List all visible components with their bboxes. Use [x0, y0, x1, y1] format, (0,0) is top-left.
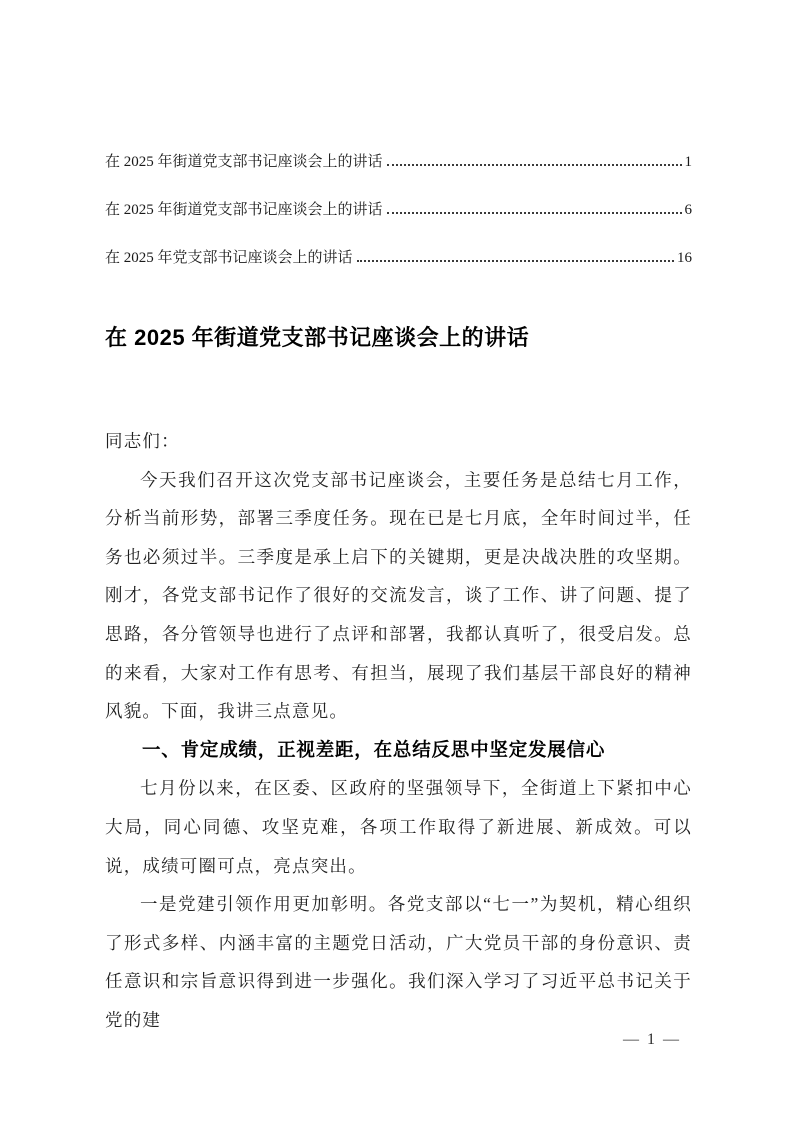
paragraph: 七月份以来，在区委、区政府的坚强领导下，全街道上下紧扣中心大局，同心同德、攻坚克难，各项工作取得了新进展、新成效。可以说，成绩可圈可点，亮点突出。 [105, 778, 692, 876]
page-number-footer: — 1 — [623, 1031, 681, 1048]
toc-entry-1[interactable] [105, 152, 692, 172]
salutation: 同志们： [105, 431, 180, 451]
toc-entry-2[interactable] [105, 200, 692, 220]
toc-dot-leader [387, 164, 682, 166]
toc-dot-leader [357, 260, 674, 262]
table-of-contents [105, 0, 692, 268]
paragraph: 今天我们召开这次党支部书记座谈会，主要任务是总结七月工作，分析当前形势，部署三季度任务。现在已是七月底，全年时间过半，任务也必须过半。三季度是承上启下的关键期，更是决战决胜的攻坚期。刚才，各党支部书记作了很好的交流发言，谈了工作、讲了问题、提了思路，各分管领导也进行了点评和部署，我都认真听了，很受启发。总的来看，大家对工作有思考、有担当，展现了我们基层干部良好的精神风貌。下面，我讲三点意见。 [105, 469, 692, 722]
toc-entry-title: 在 2025 年党支部书记座谈会上的讲话 [105, 250, 353, 266]
document-title: 在 2025 年街道党支部书记座谈会上的讲话 [105, 325, 530, 350]
toc-entry-3[interactable] [105, 248, 692, 268]
toc-entry-page-number: 1 [684, 154, 692, 170]
toc-entry-page-number: 6 [684, 202, 692, 218]
section-heading-1: 一、肯定成绩，正视差距，在总结反思中坚定发展信心 [142, 738, 606, 760]
paragraph: 一是党建引领作用更加彰明。各党支部以“七一”为契机，精心组织了形式多样、内涵丰富的主题党日活动，广大党员干部的身份意识、责任意识和宗旨意识得到进一步强化。我们深入学习了习近平总书记关于党的建 [105, 894, 692, 1030]
toc-entry-title: 在 2025 年街道党支部书记座谈会上的讲话 [105, 154, 383, 170]
toc-entry-title: 在 2025 年街道党支部书记座谈会上的讲话 [105, 202, 383, 218]
document-body [105, 422, 692, 1040]
toc-dot-leader [387, 212, 682, 214]
toc-entry-page-number: 16 [677, 250, 692, 266]
